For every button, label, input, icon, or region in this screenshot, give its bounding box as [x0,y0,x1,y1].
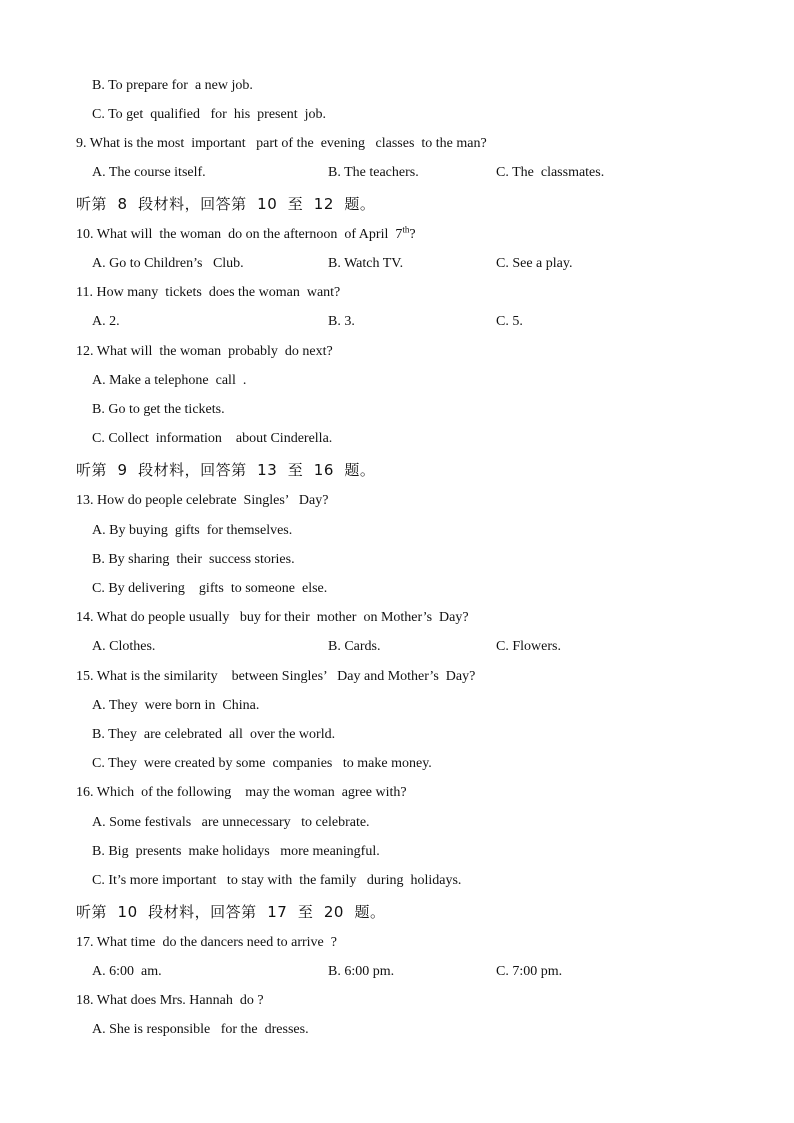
line-text: 14. What do people usually buy for their mother on Mother’s Day? [76,610,469,625]
line-text: A. Make a telephone call . [92,373,247,388]
answer-line [0,813,794,833]
option-a: A. Clothes. [92,639,156,654]
answer-line [0,429,794,449]
line-text: 听第 9 段材料，回答第 13 至 16 题。 [76,461,376,479]
line-text: B. To prepare for a new job. [92,78,253,93]
answer-line [0,521,794,541]
option-b: B. Watch TV. [328,256,404,271]
line-text: 听第 10 段材料，回答第 17 至 20 题。 [76,903,386,921]
section-heading [76,460,375,480]
section-line [0,902,794,922]
line-text: 16. Which of the following may the woman agree with? [76,785,407,800]
option-a: A. The course itself. [92,165,206,180]
line-text: A. She is responsible for the dresses. [92,1022,309,1037]
option-line [92,813,370,833]
section-line [0,460,794,480]
question-text [76,783,407,803]
line-text: 9. What is the most important part of the evening classes to the man? [76,136,487,151]
option-row [0,637,794,657]
question-line [0,991,794,1011]
option-c: C. 7:00 pm. [496,964,563,979]
question-line [0,783,794,803]
option-line [92,521,292,541]
question-text [76,991,264,1011]
answer-line [0,1020,794,1040]
answer-line [0,725,794,745]
answer-line [0,871,794,891]
question-text [76,933,337,953]
question-text [76,608,469,628]
question-text [76,134,487,154]
option-b: B. 6:00 pm. [328,964,395,979]
option-line [92,725,335,745]
option-b: B. The teachers. [328,165,419,180]
option-line [92,429,332,449]
answer-line [0,842,794,862]
option-line [92,105,326,125]
line-text: C. It’s more important to stay with the family during holidays. [92,873,462,888]
section-heading [76,902,385,922]
line-text: A. Some festivals are unnecessary to celebrate. [92,815,370,830]
option-c: C. Flowers. [496,639,561,654]
question-line [0,134,794,154]
option-c: C. See a play. [496,256,573,271]
option-a: A. 2. [92,314,120,329]
answer-line [0,696,794,716]
question-line [0,608,794,628]
question-text [76,283,340,303]
option-c: C. The classmates. [496,165,605,180]
line-text: 15. What is the similarity between Singles’ Day and Mother’s Day? [76,669,476,684]
line-text: 13. How do people celebrate Singles’ Day? [76,493,329,508]
section-heading [76,194,375,214]
option-row [0,163,794,183]
line-text: C. To get qualified for his present job. [92,107,327,122]
option-row [0,254,794,274]
answer-line [0,105,794,125]
line-text: B. By sharing their success stories. [92,552,295,567]
line-text: C. They were created by some companies to make money. [92,756,432,771]
option-b: B. 3. [328,314,355,329]
answer-line [0,76,794,96]
answer-line [0,550,794,570]
line-text: A. By buying gifts for themselves. [92,523,293,538]
option-line [92,76,253,96]
line-text: 18. What does Mrs. Hannah do ? [76,993,264,1008]
question-line [0,225,794,245]
question-line [0,933,794,953]
line-text: B. They are celebrated all over the world. [92,727,336,742]
option-a: A. 6:00 am. [92,964,162,979]
line-text: B. Big presents make holidays more meaningful. [92,844,380,859]
line-text: 听第 8 段材料，回答第 10 至 12 题。 [76,195,376,213]
line-text: C. Collect information about Cinderella. [92,431,333,446]
option-c: C. 5. [496,314,523,329]
question-line [0,491,794,511]
answer-line [0,400,794,420]
line-text: C. By delivering gifts to someone else. [92,581,328,596]
answer-line [0,579,794,599]
option-line [92,1020,309,1040]
option-line [92,371,246,391]
line-text: B. Go to get the tickets. [92,402,225,417]
answer-line [0,754,794,774]
option-row [0,312,794,332]
superscript: th [402,224,410,235]
section-line [0,194,794,214]
option-row [0,962,794,982]
question-line [0,342,794,362]
option-a: A. Go to Children’s Club. [92,256,244,271]
option-line [92,550,295,570]
line-text: 12. What will the woman probably do next? [76,344,333,359]
option-line [92,400,225,420]
answer-line [0,371,794,391]
option-b: B. Cards. [328,639,381,654]
question-text [76,225,416,245]
line-text: A. They were born in China. [92,698,260,713]
question-line [0,667,794,687]
line-tail: ? [409,227,416,242]
line-text: 10. What will the woman do on the afternoon of April 7 [76,227,403,242]
option-line [92,696,259,716]
question-text [76,491,328,511]
option-line [92,842,380,862]
question-text [76,342,333,362]
option-line [92,579,327,599]
question-text [76,667,475,687]
line-text: 17. What time do the dancers need to arrive ? [76,935,337,950]
line-text: 11. How many tickets does the woman want? [76,285,341,300]
question-line [0,283,794,303]
option-line [92,754,432,774]
option-line [92,871,461,891]
